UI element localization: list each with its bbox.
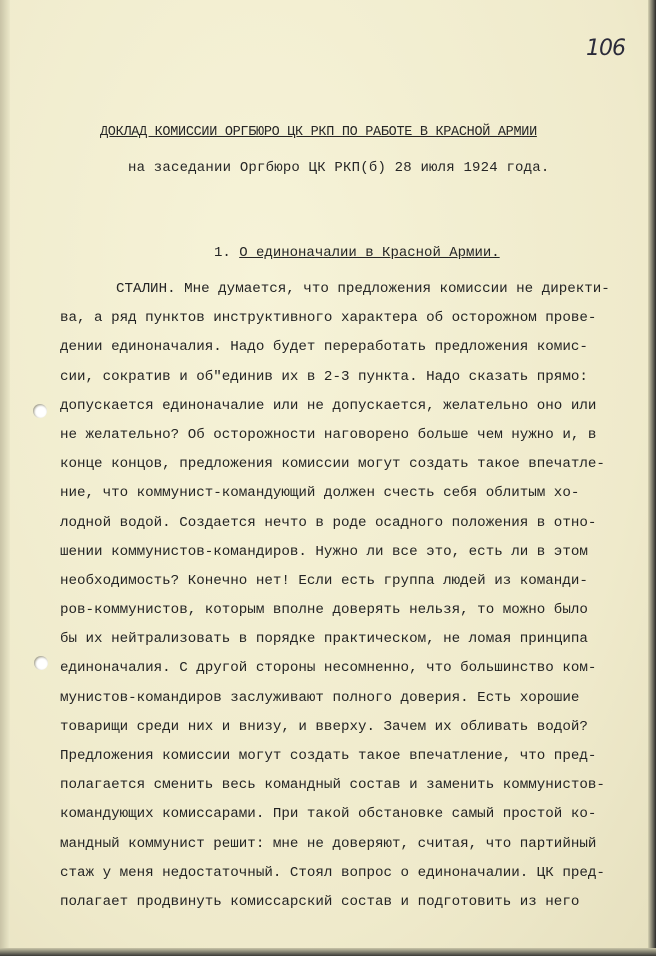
body-line: не желательно? Об осторожности наговорено больше чем нужно и, в bbox=[60, 426, 597, 443]
document-title: ДОКЛАД КОМИССИИ ОРГБЮРО ЦК РКП ПО РАБОТЕ В КРАСНОЙ АРМИИ bbox=[100, 125, 537, 140]
body-line: сии, сократив и об"единив их в 2-3 пункта. Надо сказать прямо: bbox=[60, 368, 588, 385]
body-line: дении единоначалия. Надо будет переработать предложения комис- bbox=[60, 339, 588, 356]
body-line: ров-коммунистов, которым вполне доверять нельзя, то можно было bbox=[60, 602, 588, 619]
body-line: полагает продвинуть комиссарский состав и подготовить из него bbox=[60, 893, 580, 910]
body-line: единоначалия. С другой стороны несомненно, что большинство ком- bbox=[60, 660, 597, 677]
body-line: мунистов-командиров заслуживают полного доверия. Есть хорошие bbox=[60, 689, 580, 706]
handwritten-page-number: 106 bbox=[586, 36, 625, 61]
body-line: СТАЛИН. Мне думается, что предложения комиссии не директи- bbox=[116, 281, 610, 297]
body-line: ние, что коммунист-командующий должен счесть себя облитым хо- bbox=[60, 485, 580, 502]
punch-hole-top bbox=[33, 404, 47, 418]
section-number: 1. bbox=[214, 245, 231, 261]
body-line: необходимость? Конечно нет! Если есть группа людей из команди- bbox=[60, 572, 588, 589]
section-title: О единоначалии в Красной Армии. bbox=[239, 245, 500, 261]
body-line: бы их нейтрализовать в порядке практическом, не ломая принципа bbox=[60, 631, 588, 648]
body-line: мандный коммунист решит: мне не доверяют, считая, что партийный bbox=[60, 835, 597, 852]
body-text bbox=[60, 275, 640, 917]
punch-hole-bottom bbox=[34, 656, 48, 670]
body-line: лодной водой. Создается нечто в роде осадного положения в отно- bbox=[60, 514, 597, 531]
page-left-edge bbox=[0, 0, 10, 956]
body-line: допускается единоначалие или не допускается, желательно оно или bbox=[60, 397, 597, 414]
section-heading bbox=[214, 245, 500, 261]
document-subtitle: на заседании Оргбюро ЦК РКП(б) 28 июля 1924 года. bbox=[128, 160, 550, 176]
body-line: Предложения комиссии могут создать такое впечатление, что пред- bbox=[60, 748, 597, 764]
page-bottom-edge bbox=[0, 948, 656, 956]
body-line: товарищи среди них и внизу, и вверху. Зачем их обливать водой? bbox=[60, 718, 588, 735]
body-line: шении коммунистов-командиров. Нужно ли все это, есть ли в этом bbox=[60, 543, 588, 560]
body-line: конце концов, предложения комиссии могут создать такое впечатле- bbox=[60, 456, 605, 473]
body-line: ва, а ряд пунктов инструктивного характера об осторожном прове- bbox=[60, 310, 597, 327]
body-line: полагается сменить весь командный состав и заменить коммунистов- bbox=[60, 777, 605, 794]
body-line: стаж у меня недостаточный. Стоял вопрос о единоначалии. ЦК пред- bbox=[60, 864, 605, 881]
page-right-edge bbox=[648, 0, 656, 956]
body-line: командующих комиссарами. При такой обстановке самый простой ко- bbox=[60, 806, 597, 823]
